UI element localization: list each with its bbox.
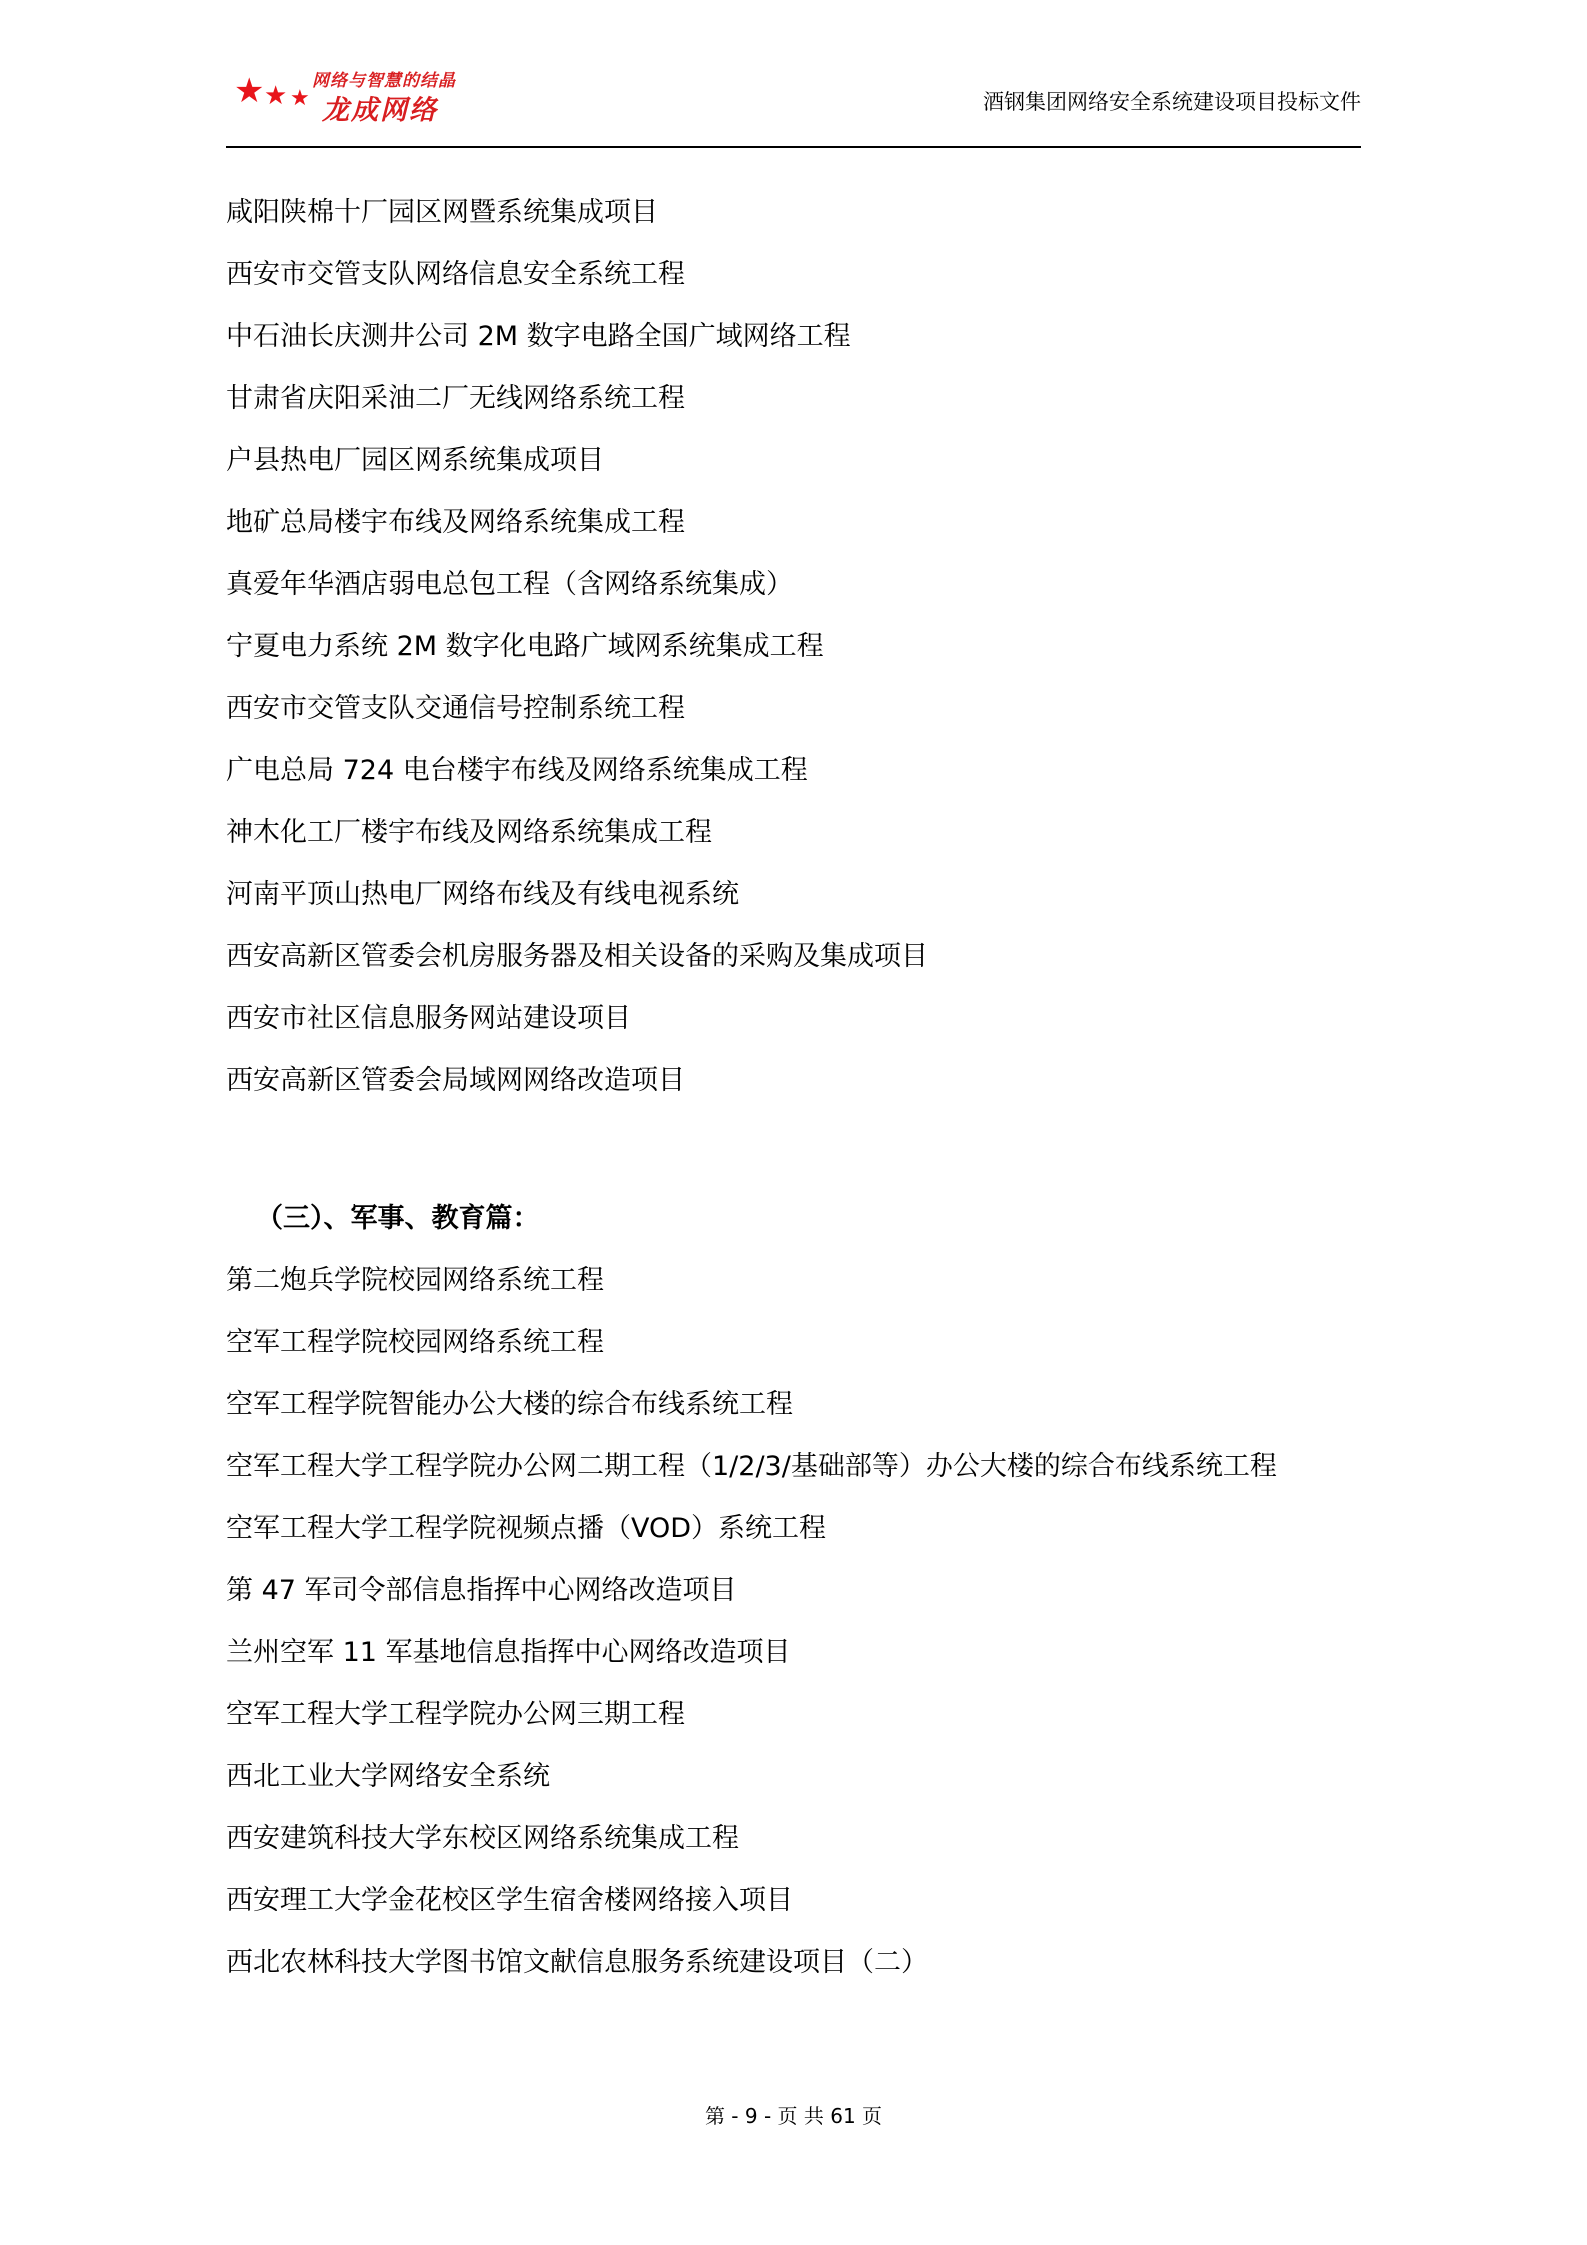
list-item: 广电总局 724 电台楼宇布线及网络系统集成工程 (226, 755, 808, 786)
document-body (226, 182, 1361, 1994)
section-spacer (226, 1112, 1361, 1188)
list-item: 兰州空军 11 军基地信息指挥中心网络改造项目 (226, 1637, 791, 1668)
list-item: 西安市交管支队交通信号控制系统工程 (226, 693, 685, 724)
list-item: 河南平顶山热电厂网络布线及有线电视系统 (226, 879, 739, 910)
company-logo (226, 62, 476, 124)
list-item: 西安市社区信息服务网站建设项目 (226, 1003, 631, 1034)
list-item: 空军工程学院校园网络系统工程 (226, 1327, 604, 1358)
list-item: 第 47 军司令部信息指挥中心网络改造项目 (226, 1575, 737, 1606)
page-footer: 第 - 9 - 页 共 61 页 (704, 2104, 883, 2128)
list-item: 空军工程大学工程学院办公网三期工程 (226, 1699, 685, 1730)
list-item: 甘肃省庆阳采油二厂无线网络系统工程 (226, 383, 685, 414)
list-item: 西安理工大学金花校区学生宿舍楼网络接入项目 (226, 1885, 793, 1916)
list-item: 西北工业大学网络安全系统 (226, 1761, 550, 1792)
list-item: 空军工程学院智能办公大楼的综合布线系统工程 (226, 1389, 793, 1420)
list-item: 宁夏电力系统 2M 数字化电路广域网系统集成工程 (226, 631, 824, 662)
list-item: 西安建筑科技大学东校区网络系统集成工程 (226, 1823, 739, 1854)
header-divider (226, 146, 1361, 148)
list-item: 神木化工厂楼宇布线及网络系统集成工程 (226, 817, 712, 848)
list-item: 第二炮兵学院校园网络系统工程 (226, 1265, 604, 1296)
star-icon-small: ★ (290, 85, 310, 110)
list-item: 西安市交管支队网络信息安全系统工程 (226, 259, 685, 290)
list-item: 空军工程大学工程学院视频点播（VOD）系统工程 (226, 1513, 827, 1544)
list-item: 空军工程大学工程学院办公网二期工程（1/2/3/基础部等）办公大楼的综合布线系统工程 (226, 1451, 1277, 1482)
list-item: 西安高新区管委会机房服务器及相关设备的采购及集成项目 (226, 941, 928, 972)
logo-slogan: 网络与智慧的结晶 (312, 71, 456, 90)
list-item: 真爱年华酒店弱电总包工程（含网络系统集成） (226, 569, 793, 600)
page-header (226, 62, 1361, 142)
stars-icon (234, 74, 322, 108)
list-item: 咸阳陕棉十厂园区网暨系统集成项目 (226, 197, 658, 228)
star-icon-large: ★ (234, 72, 265, 110)
list-item: 西安高新区管委会局域网网络改造项目 (226, 1065, 685, 1096)
list-item: 户县热电厂园区网系统集成项目 (226, 445, 604, 476)
list-item: 西北农林科技大学图书馆文献信息服务系统建设项目（二） (226, 1947, 928, 1978)
logo-company-name: 龙成网络 (322, 95, 438, 125)
list-item: 地矿总局楼宇布线及网络系统集成工程 (226, 507, 685, 538)
star-icon-medium: ★ (264, 80, 288, 110)
list-item: 中石油长庆测井公司 2M 数字电路全国广域网络工程 (226, 321, 851, 352)
section-heading: （三）、军事、教育篇： (256, 1203, 540, 1234)
header-document-title: 酒钢集团网络安全系统建设项目投标文件 (983, 90, 1361, 114)
